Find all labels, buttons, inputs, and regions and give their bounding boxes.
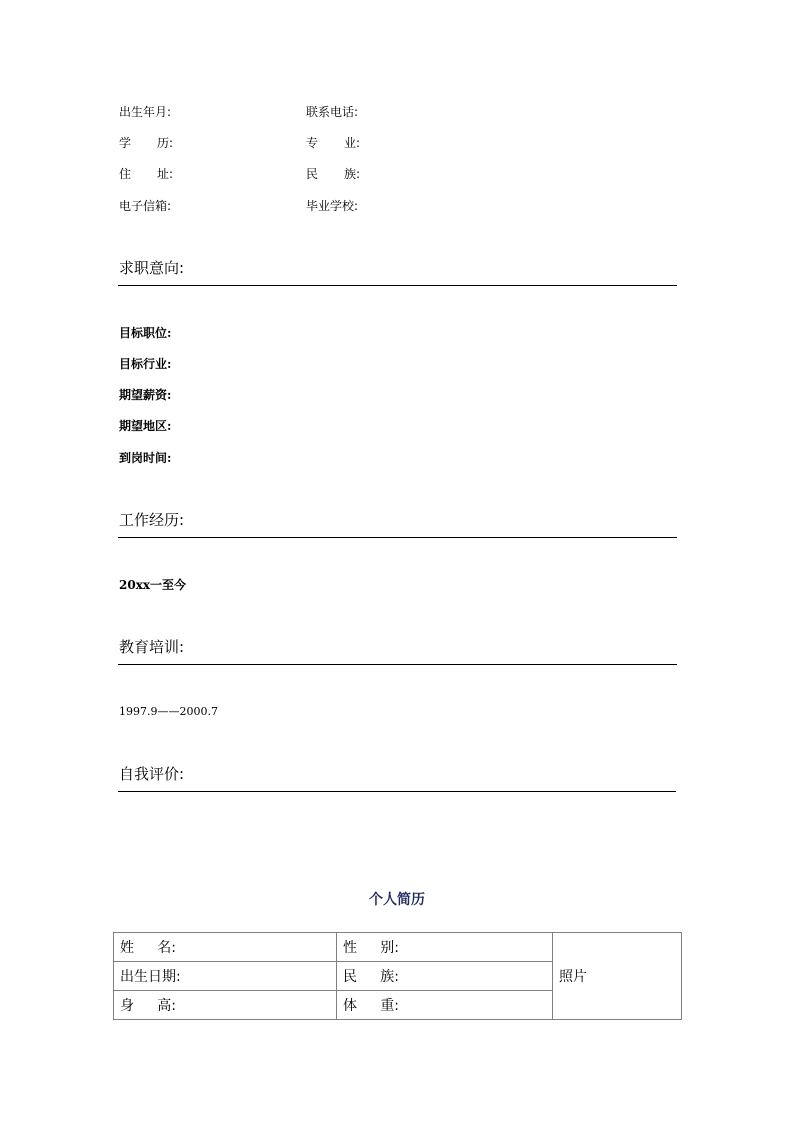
height-label-char: 高: — [157, 998, 176, 1014]
section-title-education: 教育培训: — [119, 638, 185, 656]
weight-cell — [337, 991, 553, 1020]
major-label-char: 业: — [343, 136, 360, 150]
nation-label-char: 族: — [343, 167, 360, 181]
name-label — [120, 937, 176, 957]
education-label — [119, 136, 173, 150]
school-label: 毕业学校: — [306, 199, 359, 213]
weight-label-char: 重: — [380, 998, 399, 1014]
education-period: 1997.9——2000.7 — [119, 705, 218, 718]
phone-label: 联系电话: — [306, 105, 359, 119]
nation-cell — [337, 962, 553, 991]
education-label-char: 学 — [119, 136, 132, 150]
nation-label — [343, 966, 399, 986]
email-label: 电子信箱: — [119, 199, 172, 213]
address-label-char: 住 — [119, 167, 132, 181]
height-label — [120, 995, 176, 1015]
gender-label-char: 性 — [343, 940, 357, 956]
intent-item: 期望薪资: — [119, 388, 172, 402]
table-row — [114, 933, 682, 962]
section-divider — [118, 791, 676, 792]
work-period: 20xx一至今 — [119, 578, 187, 592]
birth-label: 出生年月: — [119, 105, 172, 119]
birthdate-label: 出生日期: — [120, 969, 181, 985]
nation-label-char: 族: — [380, 969, 399, 985]
gender-label-char: 别: — [380, 940, 399, 956]
intent-item: 期望地区: — [119, 419, 172, 433]
weight-label-char: 体 — [343, 998, 357, 1014]
nation-label-char: 民 — [343, 969, 357, 985]
weight-label — [343, 995, 399, 1015]
section-title-self: 自我评价: — [119, 765, 185, 783]
gender-label — [343, 937, 399, 957]
section-title-work: 工作经历: — [119, 511, 185, 529]
section-title-intent: 求职意向: — [119, 259, 185, 277]
section-divider — [118, 537, 677, 538]
nation-label — [306, 167, 360, 181]
photo-cell — [553, 933, 682, 1020]
intent-item: 到岗时间: — [119, 451, 172, 465]
name-label-char: 姓 — [120, 940, 134, 956]
height-cell — [114, 991, 337, 1020]
height-label-char: 身 — [120, 998, 134, 1014]
name-label-char: 名: — [157, 940, 176, 956]
education-label-char: 历: — [156, 136, 173, 150]
resume-title: 个人简历 — [369, 892, 425, 908]
address-label-char: 址: — [156, 167, 173, 181]
photo-label: 照片 — [559, 969, 587, 985]
intent-item: 目标行业: — [119, 357, 172, 371]
basic-info-table — [113, 932, 682, 1020]
birthdate-cell — [114, 962, 337, 991]
nation-label-char: 民 — [306, 167, 319, 181]
major-label — [306, 136, 360, 150]
section-divider — [118, 664, 677, 665]
section-divider — [118, 285, 677, 286]
name-cell — [114, 933, 337, 962]
gender-cell — [337, 933, 553, 962]
major-label-char: 专 — [306, 136, 319, 150]
address-label — [119, 167, 173, 181]
intent-item: 目标职位: — [119, 326, 172, 340]
